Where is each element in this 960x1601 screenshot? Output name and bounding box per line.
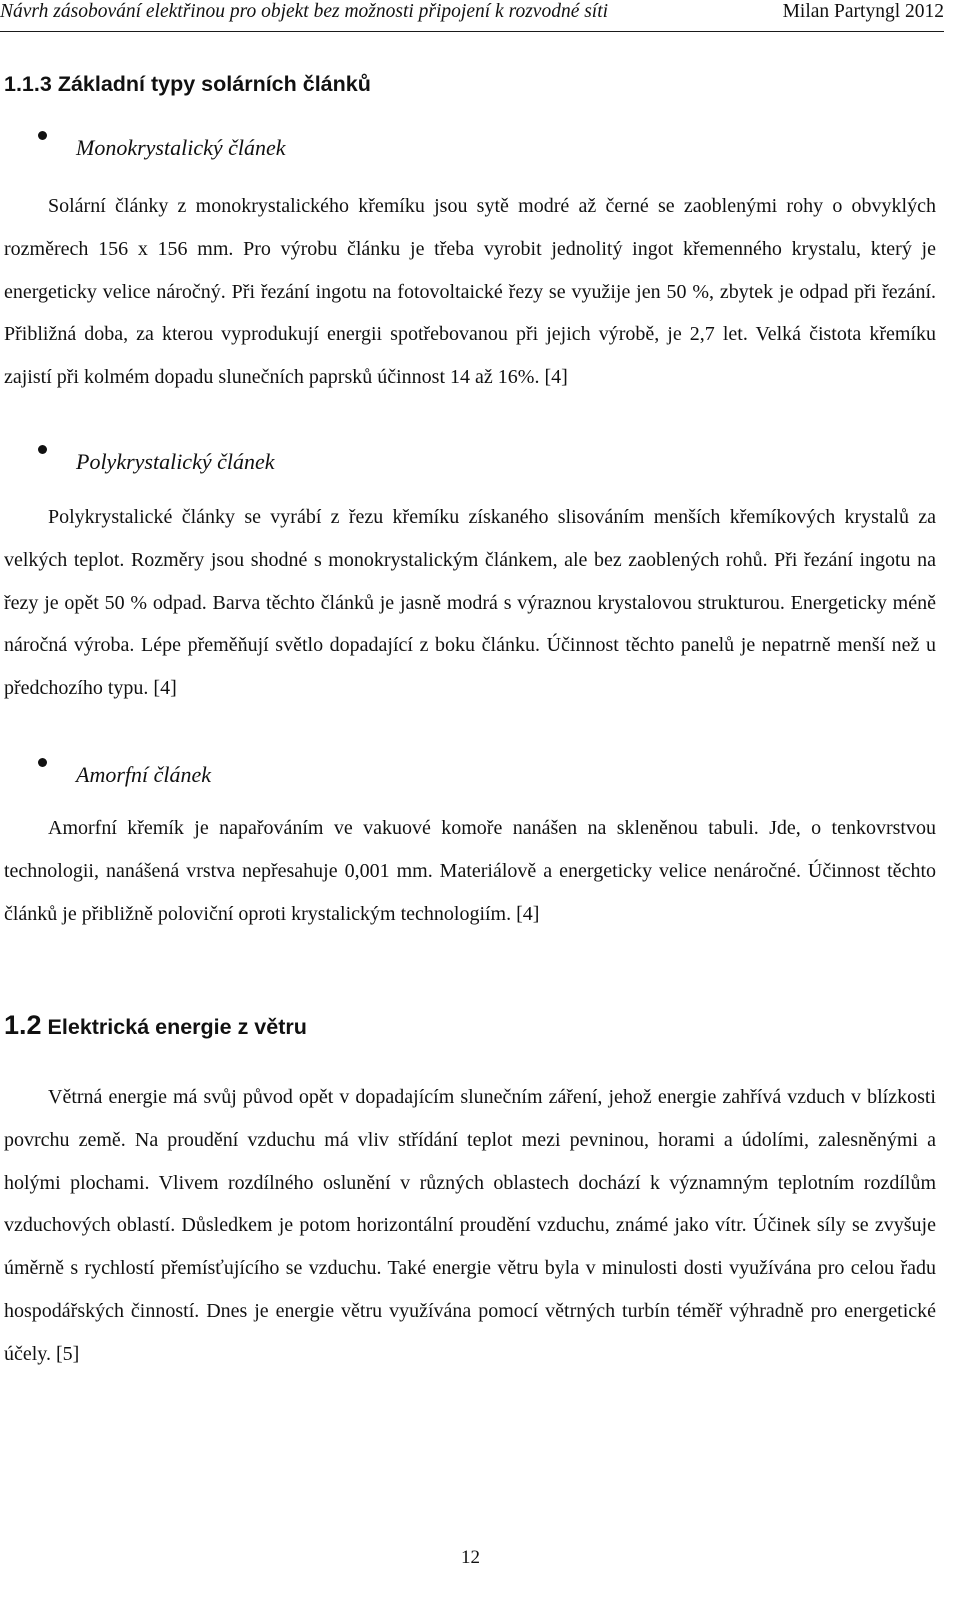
- section-number: 1.2: [4, 1010, 42, 1040]
- paragraph-amorphous: Amorfní křemík je napařováním ve vakuové komoře nanášen na skleněnou tabuli. Jde, o tenkovrstvou technologii, nanášená vrstva nepřesahuje 0,001 mm. Materiálově a energeticky velice nenáročné. Účinnost těchto článků je přibližně poloviční oproti krystalickým technologiím. [4]: [4, 817, 936, 925]
- page-number: 12: [461, 1547, 480, 1568]
- header-author-year: Milan Partyngl 2012: [782, 1, 944, 22]
- bullet-dot-icon: [38, 758, 47, 767]
- section-title: Elektrická energie z větru: [47, 1015, 307, 1039]
- bullet-label: Monokrystalický článek: [76, 135, 286, 160]
- bullet-label: Amorfní článek: [76, 762, 212, 787]
- bullet-label: Polykrystalický článek: [76, 449, 275, 474]
- bullet-dot-icon: [38, 131, 47, 140]
- section-heading-1-1-3: [4, 72, 371, 97]
- section-heading-1-2: [4, 1010, 307, 1041]
- section-number: 1.1.3: [4, 72, 52, 96]
- header-document-title: Návrh zásobování elektřinou pro objekt bez možnosti připojení k rozvodné síti: [0, 1, 609, 22]
- paragraph-wind-energy: Větrná energie má svůj původ opět v dopadajícím slunečním záření, jehož energie zahřívá vzduch v blízkosti povrchu země. Na proudění vzduchu má vliv střídání teplot mezi pevninou, horami a údolími, zalesněnými a holými plochami. Vlivem rozdílného oslunění v různých oblastech dochází k významným teplotním rozdílům vzduchových oblastí. Důsledkem je potom horizontální proudění vzduchu, známé jako vítr. Účinek síly se zvyšuje úměrně s rychlostí přemísťujícího se vzduchu. Také energie větru byla v minulosti dosti využívána pro celou řadu hospodářských činností. Dnes je energie větru využívána pomocí větrných turbín téměř výhradně pro energetické účely. [5]: [4, 1086, 936, 1365]
- paragraph-polycrystalline: Polykrystalické články se vyrábí z řezu křemíku získaného slisováním menších křemíkových krystalů za velkých teplot. Rozměry jsou shodné s monokrystalickým článkem, ale bez zaoblených rohů. Při řezání ingotu na řezy je opět 50 % odpad. Barva těchto článků je jasně modrá s výraznou krystalovou strukturou. Energeticky méně náročná výroba. Lépe přeměňují světlo dopadající z boku článku. Účinnost těchto panelů je nepatrně menší než u předchozího typu. [4]: [4, 506, 936, 700]
- paragraph-monocrystalline: Solární články z monokrystalického křemíku jsou sytě modré až černé se zaoblenými rohy o obvyklých rozměrech 156 x 156 mm. Pro výrobu článku je třeba vyrobit jednolitý ingot křemenného krystalu, který je energeticky velice náročný. Při řezání ingotu na fotovoltaické řezy se využije jen 50 %, zbytek je odpad při řezání. Přibližná doba, za kterou vyprodukují energii spotřebovanou při jejich výrobě, je 2,7 let. Velká čistota křemíku zajistí při kolmém dopadu slunečních paprsků účinnost 14 až 16%. [4]: [4, 195, 936, 389]
- bullet-dot-icon: [38, 445, 47, 454]
- running-header: [0, 0, 944, 32]
- section-title: Základní typy solárních článků: [57, 72, 371, 96]
